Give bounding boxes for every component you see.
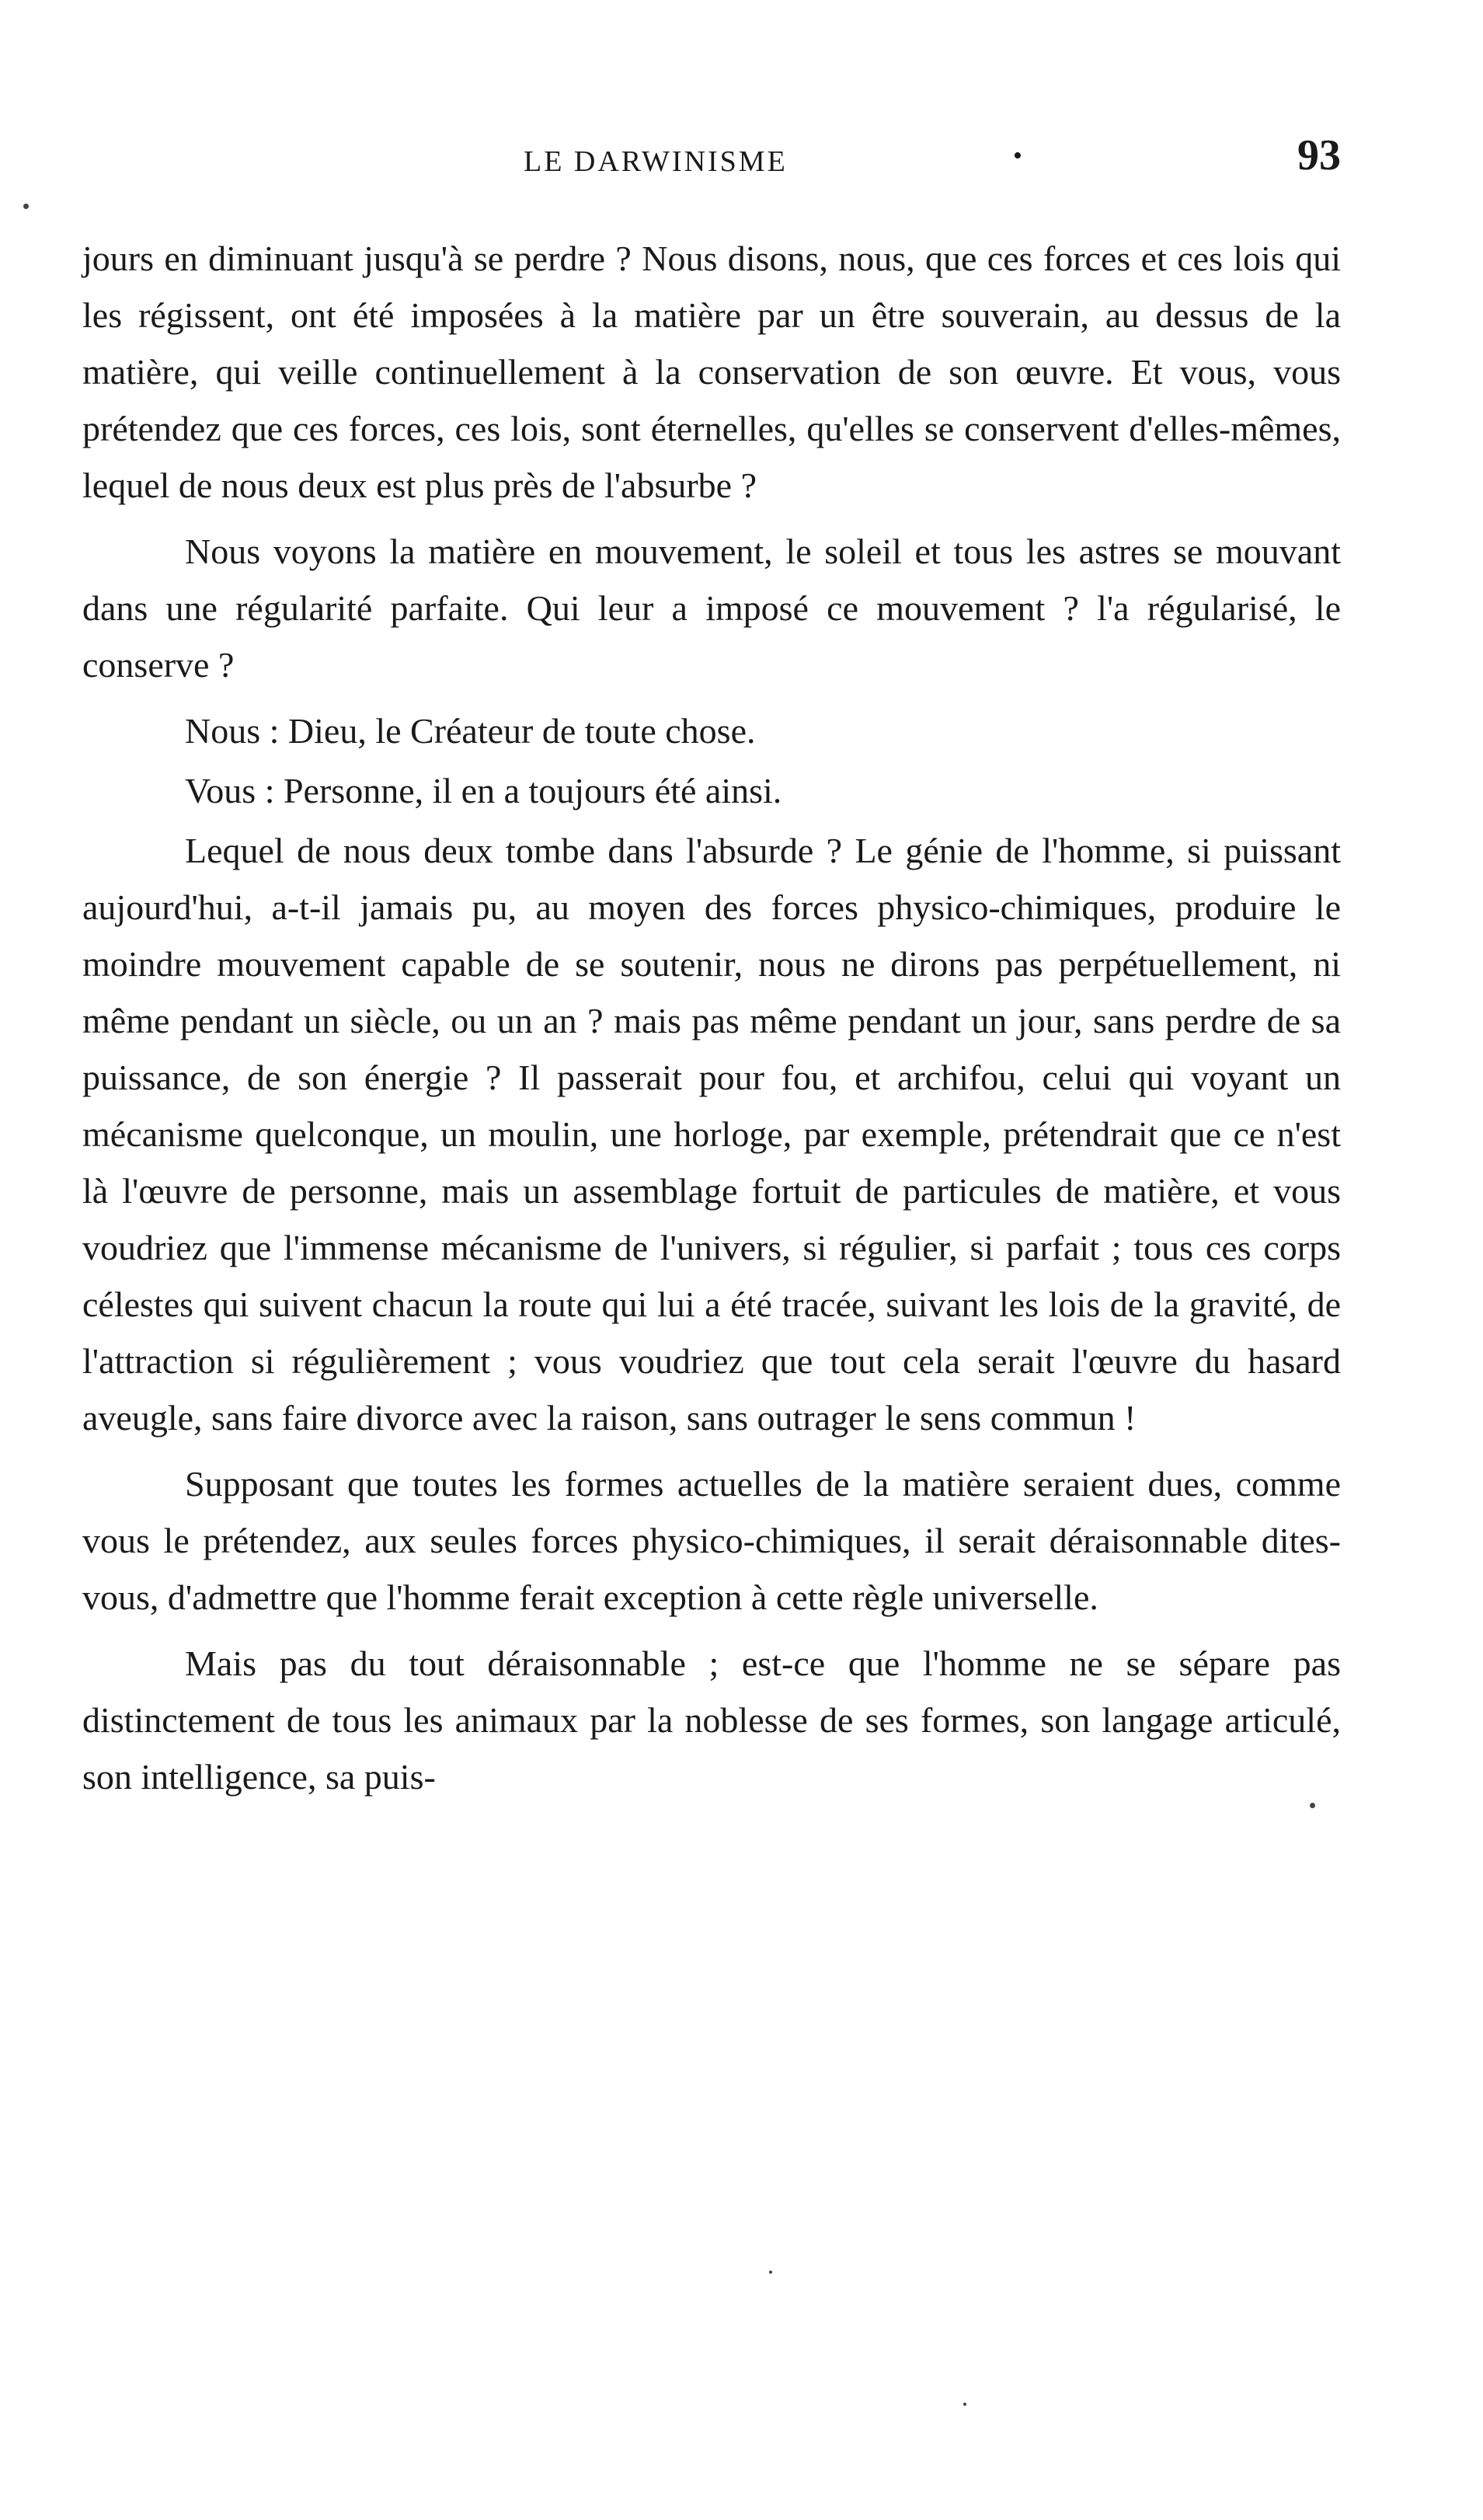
paragraph: Nous voyons la matière en mouvement, le soleil et tous les astres se mouvant dans une régularité parfaite. Qui leur a imposé ce mouvement ? l'a régularisé, le conserve ? bbox=[82, 532, 1341, 685]
paragraph-continued: jours en diminuant jusqu'à se perdre ? Nous disons, nous, que ces forces et ces lois qui les régissent, ont été imposées à la matière par un être souverain, au dessus de la matière, qui veille continuellement à la conservation de son œuvre. Et vous, vous prétendez que ces forces, ces lois, sont éternelles, qu'elles se conservent d'elles-mêmes, lequel de nous deux est plus près de l'absurbe ? bbox=[82, 239, 1341, 505]
dialogue-line-vous: Vous : Personne, il en a toujours été ainsi. bbox=[185, 771, 782, 810]
paragraph: Mais pas du tout déraisonnable ; est-ce que l'homme ne se sépare pas distinctement de tous les animaux par la noblesse de ses formes, son langage articulé, son intelligence, sa puis- bbox=[82, 1643, 1341, 1797]
ink-speck bbox=[963, 2403, 966, 2406]
ink-speck bbox=[769, 2271, 772, 2274]
body-text bbox=[82, 230, 1341, 1814]
page-header bbox=[82, 131, 1341, 193]
running-title: LE DARWINISME bbox=[524, 145, 788, 178]
page-number: 93 bbox=[1297, 131, 1341, 180]
ink-speck bbox=[23, 204, 29, 209]
header-ornament: • bbox=[1013, 141, 1022, 170]
paragraph: Supposant que toutes les formes actuelles de la matière seraient dues, comme vous le prétendez, aux seules forces physico-chimiques, il serait déraisonnable dites-vous, d'admettre que l'homme ferait exception à cette règle universelle. bbox=[82, 1464, 1341, 1617]
dialogue-line-nous: Nous : Dieu, le Créateur de toute chose. bbox=[185, 711, 756, 751]
paragraph: Lequel de nous deux tombe dans l'absurde ? Le génie de l'homme, si puissant aujourd'hui, a-t-il jamais pu, au moyen des forces physico-chimiques, produire le moindre mouvement capable de se soutenir, nous ne dirons pas perpétuellement, ni même pendant un siècle, ou un an ? mais pas même pendant un jour, sans perdre de sa puissance, de son énergie ? Il passerait pour fou, et archifou, celui qui voyant un mécanisme quelconque, un moulin, une horloge, par exemple, prétendrait que ce n'est là l'œuvre de personne, mais un assemblage fortuit de particules de matière, et vous voudriez que l'immense mécanisme de l'univers, si régulier, si parfait ; tous ces corps célestes qui suivent chacun la route qui lui a été tracée, suivant les lois de la gravité, de l'attraction si régulièrement ; vous voudriez que tout cela serait l'œuvre du hasard aveugle, sans faire divorce avec la raison, sans outrager le sens commun ! bbox=[82, 831, 1341, 1438]
